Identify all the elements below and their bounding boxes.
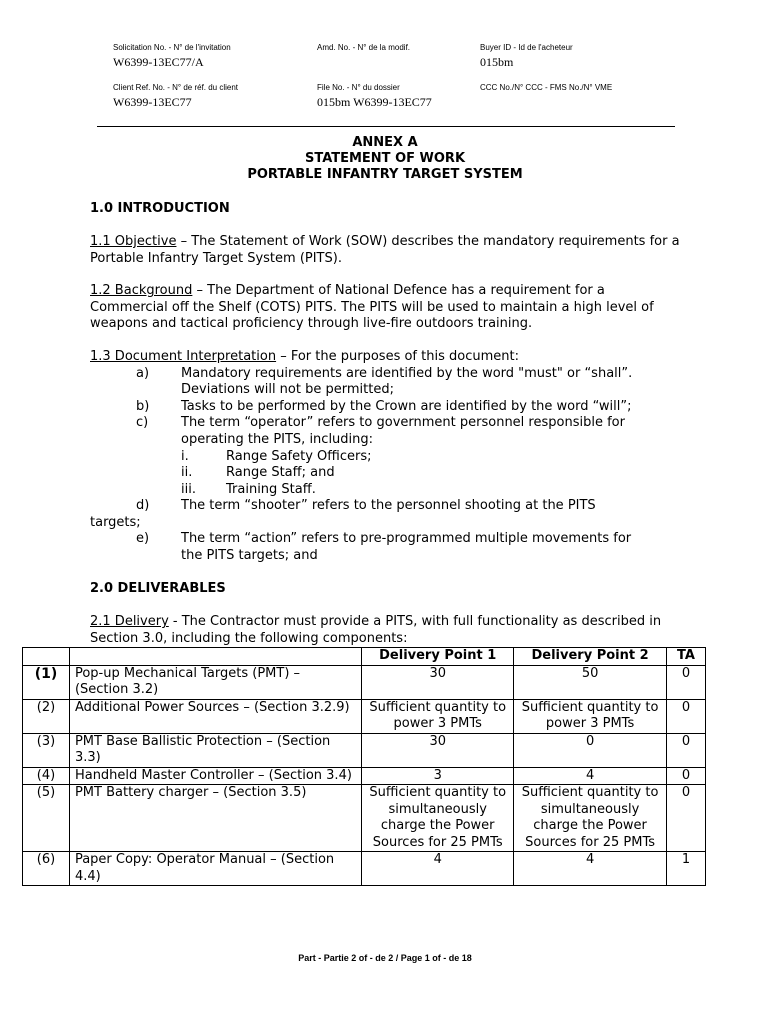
background-title: 1.2 Background bbox=[90, 283, 193, 298]
sublist-label-i: i. bbox=[181, 449, 189, 464]
row-number: (5) bbox=[23, 785, 70, 852]
page-footer: Part - Partie 2 of - de 2 / Page 1 of - de 18 bbox=[298, 953, 472, 963]
sublist-label-iii: iii. bbox=[181, 482, 196, 497]
row-ta: 0 bbox=[667, 785, 706, 852]
annex-title: ANNEX A bbox=[352, 135, 418, 150]
list-e-line1: The term “action” refers to pre-programmed multiple movements for bbox=[181, 531, 632, 546]
table-row bbox=[23, 665, 706, 699]
list-label-c: c) bbox=[136, 415, 149, 430]
row-delivery-point-2: 4 bbox=[514, 767, 667, 785]
delivery-title: 2.1 Delivery bbox=[90, 614, 169, 629]
table-header-row bbox=[23, 648, 706, 666]
ccc-label: CCC No./N° CCC - FMS No./N° VME bbox=[480, 83, 613, 92]
objective-paragraph bbox=[90, 234, 680, 267]
row-delivery-point-1: 3 bbox=[362, 767, 514, 785]
row-delivery-point-1: Sufficient quantity to simultaneously charge the Power Sources for 25 PMTs bbox=[362, 785, 514, 852]
row-delivery-point-1: 30 bbox=[362, 733, 514, 767]
list-e-line2: the PITS targets; and bbox=[181, 548, 318, 563]
delivery-text: - The Contractor must provide a PITS, with full functionality as described in Section 3.0, including the following components: bbox=[90, 614, 662, 646]
row-number: (3) bbox=[23, 733, 70, 767]
delivery-paragraph bbox=[90, 614, 680, 647]
header-cell-delivery-point-1: Delivery Point 1 bbox=[362, 648, 514, 666]
header-divider bbox=[97, 126, 675, 127]
row-delivery-point-2: 4 bbox=[514, 852, 667, 886]
header-cell-ta: TA bbox=[667, 648, 706, 666]
row-ta: 1 bbox=[667, 852, 706, 886]
ccc-block bbox=[480, 83, 612, 93]
row-ta: 0 bbox=[667, 733, 706, 767]
row-delivery-point-2: Sufficient quantity to power 3 PMTs bbox=[514, 699, 667, 733]
row-ta: 0 bbox=[667, 767, 706, 785]
background-paragraph bbox=[90, 283, 680, 333]
section-2-heading: 2.0 DELIVERABLES bbox=[90, 581, 226, 596]
table-row bbox=[23, 767, 706, 785]
background-text: – The Department of National Defence has a requirement for a Commercial off the Shelf (COTS) PITS. The PITS will be used to maintain a high level of weapons and tactical proficiency through live-fire outdoors training. bbox=[90, 283, 654, 331]
table-row bbox=[23, 785, 706, 852]
list-d-line2: targets; bbox=[90, 515, 141, 530]
row-item: Additional Power Sources – (Section 3.2.9) bbox=[69, 699, 361, 733]
list-c-line1: The term “operator” refers to government personnel responsible for bbox=[181, 415, 625, 430]
row-delivery-point-2: 0 bbox=[514, 733, 667, 767]
client-ref-label: Client Ref. No. - N° de réf. du client bbox=[113, 83, 239, 92]
header-cell-item bbox=[69, 648, 361, 666]
sublist-i-text: Range Safety Officers; bbox=[226, 449, 372, 464]
sublist-iii-text: Training Staff. bbox=[226, 482, 316, 497]
amendment-label: Amd. No. - N° de la modif. bbox=[317, 43, 411, 52]
solicitation-label: Solicitation No. - N° de l'invitation bbox=[113, 43, 231, 52]
file-block bbox=[317, 83, 432, 109]
row-ta: 0 bbox=[667, 665, 706, 699]
system-title: PORTABLE INFANTRY TARGET SYSTEM bbox=[247, 167, 523, 182]
sublist-label-ii: ii. bbox=[181, 465, 193, 480]
list-b-line1: Tasks to be performed by the Crown are identified by the word “will”; bbox=[181, 399, 632, 414]
solicitation-block bbox=[113, 43, 231, 69]
section-1-heading: 1.0 INTRODUCTION bbox=[90, 201, 230, 216]
interpretation-title: 1.3 Document Interpretation bbox=[90, 349, 277, 364]
sow-title: STATEMENT OF WORK bbox=[304, 151, 466, 166]
header-cell-number bbox=[23, 648, 70, 666]
buyer-label: Buyer ID - Id de l'acheteur bbox=[480, 43, 573, 52]
interpretation-paragraph bbox=[90, 349, 680, 366]
row-item: Handheld Master Controller – (Section 3.4) bbox=[69, 767, 361, 785]
row-item: PMT Base Ballistic Protection – (Section 3.3) bbox=[69, 733, 361, 767]
buyer-block bbox=[480, 43, 573, 69]
row-item: Pop-up Mechanical Targets (PMT) – (Section 3.2) bbox=[69, 665, 361, 699]
list-label-b: b) bbox=[136, 399, 150, 414]
row-item: Paper Copy: Operator Manual – (Section 4.4) bbox=[69, 852, 361, 886]
interpretation-text: – For the purposes of this document: bbox=[276, 349, 519, 364]
table-row bbox=[23, 852, 706, 886]
row-number: (1) bbox=[23, 665, 70, 699]
row-delivery-point-1: 30 bbox=[362, 665, 514, 699]
row-number: (4) bbox=[23, 767, 70, 785]
header-cell-delivery-point-2: Delivery Point 2 bbox=[514, 648, 667, 666]
list-label-a: a) bbox=[136, 366, 150, 381]
solicitation-value: W6399-13EC77/A bbox=[113, 55, 204, 69]
file-value: 015bm W6399-13EC77 bbox=[317, 95, 432, 109]
list-label-d: d) bbox=[136, 498, 150, 513]
deliverables-table bbox=[22, 647, 706, 886]
table-row bbox=[23, 699, 706, 733]
list-a-line2: Deviations will not be permitted; bbox=[181, 382, 394, 397]
list-d-line1: The term “shooter” refers to the personnel shooting at the PITS bbox=[181, 498, 596, 513]
row-delivery-point-2: 50 bbox=[514, 665, 667, 699]
amendment-block bbox=[317, 43, 410, 53]
row-number: (2) bbox=[23, 699, 70, 733]
file-label: File No. - N° du dossier bbox=[317, 83, 400, 92]
row-delivery-point-1: 4 bbox=[362, 852, 514, 886]
client-ref-block bbox=[113, 83, 238, 109]
row-delivery-point-2: Sufficient quantity to simultaneously charge the Power Sources for 25 PMTs bbox=[514, 785, 667, 852]
row-delivery-point-1: Sufficient quantity to power 3 PMTs bbox=[362, 699, 514, 733]
row-item: PMT Battery charger – (Section 3.5) bbox=[69, 785, 361, 852]
buyer-value: 015bm bbox=[480, 55, 514, 69]
list-a-line1: Mandatory requirements are identified by the word "must" or “shall”. bbox=[181, 366, 633, 381]
list-label-e: e) bbox=[136, 531, 150, 546]
table-row bbox=[23, 733, 706, 767]
client-ref-value: W6399-13EC77 bbox=[113, 95, 192, 109]
row-ta: 0 bbox=[667, 699, 706, 733]
list-c-line2: operating the PITS, including: bbox=[181, 432, 374, 447]
sublist-ii-text: Range Staff; and bbox=[226, 465, 335, 480]
objective-text: – The Statement of Work (SOW) describes the mandatory requirements for a Portable Infantry Target System (PITS). bbox=[90, 234, 680, 266]
row-number: (6) bbox=[23, 852, 70, 886]
objective-title: 1.1 Objective bbox=[90, 234, 177, 249]
